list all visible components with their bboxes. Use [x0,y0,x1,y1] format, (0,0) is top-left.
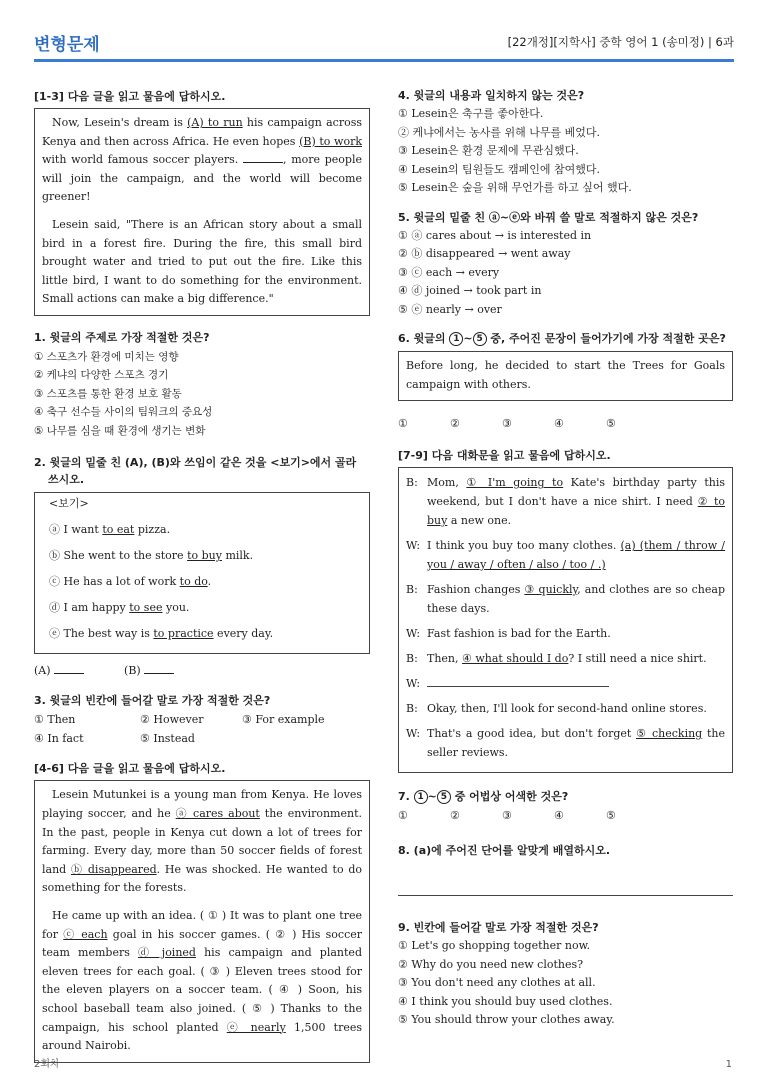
dialog-text: Kate's birthday party this weekend, but I don't have a nice shirt. I need [427,476,725,509]
option[interactable]: ④ In fact [34,732,84,746]
choice-row [398,415,733,433]
question-1 [34,330,370,441]
speaker: W: [406,539,421,553]
q6-head-text: 6. 윗글의 [398,332,450,345]
header-meta: [22개정][지학사] 중학 영어 1 (송미정) | 6과 [507,35,734,49]
underline-a: (a) (them / throw / you / away / often / also / too / .) [427,539,725,572]
passage-text: He came up with an idea. ( ① ) It was to plant one tree for [42,909,362,941]
option[interactable]: ② 케냐에서는 농사를 위해 나무를 베었다. [398,125,600,139]
question-5-head: 5. 윗글의 밑줄 친 ⓐ~ⓔ와 바꿔 쓸 말로 적절하지 않은 것은? [398,210,699,224]
passage-text: , more people will join the campaign, and the world will become greener! [42,153,362,204]
answer-label-a: (A) [34,664,51,678]
given-sentence-box: Before long, he decided to start the Trees for Goals campaign with others. [398,351,733,401]
option[interactable]: ① Lesein은 축구를 좋아한다. [398,107,544,120]
bogi-item [49,517,355,543]
passage-text: with world famous soccer players. [42,153,243,167]
speaker: B: [406,476,418,490]
answer-line[interactable] [398,895,733,896]
bogi-text: milk. [221,549,254,563]
option[interactable]: ③ 스포츠를 통한 환경 보호 활동 [34,387,182,400]
speaker: B: [406,583,418,597]
header-title: 변형문제 [34,35,100,55]
dialog-turn [406,674,725,693]
option[interactable]: ① 스포츠가 환경에 미치는 영향 [34,350,179,363]
choice[interactable]: ② [450,809,460,823]
underline-2: ② to buy [427,495,725,528]
dialog-blank[interactable] [427,676,609,687]
q7-head-text: 중 어법상 어색한 것은? [450,790,569,804]
q6-head-text: ~ [463,332,473,345]
option[interactable]: ③ For example [242,713,325,727]
blank [243,153,283,163]
dialog-turn [406,624,725,643]
section-title-7-9: [7-9] 다음 대화문을 읽고 물음에 답하시오. [398,449,611,463]
answer-blank-b[interactable] [144,673,174,674]
dialog-text: , and clothes are so cheap these days. [427,583,725,616]
passage-text: . He was shocked. He wanted to do something for the forests. [42,862,362,895]
dialog-text: Mom, [427,476,467,490]
dialog-text: Fashion changes [427,583,525,597]
speaker: B: [406,652,418,666]
choice[interactable]: ④ [554,809,564,823]
page-header [34,22,734,62]
option[interactable]: ④ 축구 선수들 사이의 팀워크의 중요성 [34,406,213,419]
choice[interactable]: ③ [502,809,512,823]
choice[interactable]: ③ [502,417,512,431]
passage-2 [34,780,370,1062]
dialog-turn [406,580,725,618]
q6-head-text: 중, 주어진 문장이 들어가기에 가장 적절한 곳은? [486,332,726,345]
speaker: W: [406,677,421,691]
question-5 [398,210,733,320]
dialog-turn [406,473,725,530]
circle-number: 5 [437,790,451,804]
bogi-text: ⓓ I am happy [49,601,130,615]
question-8 [398,843,733,896]
question-1-head: 1. 윗글의 주제로 가장 적절한 것은? [34,330,210,344]
question-6-head [398,331,733,347]
choice-row [398,807,733,825]
underline-a: ⓐ cares about [175,807,260,821]
passage-text: goal in his soccer games. ( ② ) His soccer team members [42,927,363,960]
question-3-head: 3. 윗글의 빈칸에 들어갈 말로 가장 적절한 것은? [34,694,271,708]
answer-blank-a[interactable] [54,673,84,674]
dialog-text: That's a good idea, but don't forget [427,727,637,741]
answer-label-b: (B) [124,664,141,678]
option[interactable]: ① Let's go shopping together now. [398,939,591,953]
choice[interactable]: ② [450,417,460,431]
question-9-head: 9. 빈칸에 들어갈 말로 가장 적절한 것은? [398,921,599,935]
option[interactable]: ⑤ Instead [140,732,195,746]
speaker: W: [406,627,421,641]
bogi-text: ⓒ He has a lot of work [49,575,180,589]
question-2-head: 2. 윗글의 밑줄 친 (A), (B)와 쓰임이 같은 것을 <보기>에서 골라 쓰시오. [34,456,357,487]
option[interactable]: ③ ⓒ each → every [398,265,500,279]
question-3 [34,693,370,748]
page-number: 1 [725,1059,732,1070]
passage-text: the environment. In the past, people in Kenya cut down a lot of trees for farming. Every day, more than 50 soccer fields of forest land [42,807,362,876]
option[interactable]: ⑤ 나무를 심을 때 환경에 생기는 변화 [34,424,206,437]
option[interactable]: ④ I think you should buy used clothes. [398,994,613,1008]
question-7-head [398,789,733,805]
dialog-text: the seller reviews. [427,727,725,760]
dialog-text: Fast fashion is bad for the Earth. [427,627,611,641]
dialog-box [398,467,733,773]
bogi-underline: to do [179,575,208,589]
option[interactable]: ⑤ ⓔ nearly → over [398,302,502,316]
option[interactable]: ④ Lesein의 팀원들도 캠페인에 참여했다. [398,162,601,176]
question-8-head: 8. (a)에 주어진 단어를 알맞게 배열하시오. [398,844,611,858]
option[interactable]: ⑤ Lesein은 숲을 위해 무언가를 하고 싶어 했다. [398,181,632,194]
underline-d: ⓓ joined [138,946,196,960]
question-7 [398,789,733,825]
choice[interactable]: ① [398,417,408,431]
dialog-text: Then, [427,652,463,666]
bogi-underline: to eat [102,523,135,537]
question-6 [398,331,733,433]
dialog-turn [406,699,725,718]
q7-head-text: ~ [427,790,437,804]
option[interactable]: ① Then [34,713,76,727]
option[interactable]: ① ⓐ cares about → is interested in [398,228,592,242]
speaker: W: [406,727,421,741]
answer-row [34,664,370,677]
circle-number: 1 [449,332,463,346]
option[interactable]: ⑤ You should throw your clothes away. [398,1013,615,1027]
underline-b: ⓑ disappeared [70,862,157,876]
section-title-4-6: [4-6] 다음 글을 읽고 물음에 답하시오. [34,762,226,776]
passage-text: 1,500 trees around Nairobi. [42,1020,363,1053]
question-4-head: 4. 윗글의 내용과 일치하지 않는 것은? [398,89,585,102]
option[interactable]: ② However [140,713,204,727]
option[interactable]: ③ You don't need any clothes at all. [398,976,596,990]
question-4 [398,88,733,198]
passage-text: his campaign across Kenya and then across Africa. He even hopes [42,116,362,148]
question-2 [34,454,370,677]
footer-round: 2회차 [34,1059,60,1070]
passage-text: Lesein Mutunkei is a young man from Kenya. He loves playing soccer, and he [42,788,362,821]
choice[interactable]: ⑤ [606,417,616,431]
right-column [398,88,733,1030]
underline-1: ① I'm going to [466,476,564,490]
question-9 [398,920,733,1030]
choice[interactable]: ④ [554,417,564,431]
q7-head-text: 7. [398,790,414,804]
option[interactable]: ② 케냐의 다양한 스포츠 경기 [34,369,169,382]
bogi-box [34,492,370,654]
passage-text: Now, Lesein's dream is [52,116,188,129]
bogi-text: ⓐ I want [49,523,103,537]
bogi-text: . [207,575,212,589]
dialog-turn [406,536,725,574]
dialog-turn [406,649,725,668]
option[interactable]: ③ Lesein은 환경 문제에 무관심했다. [398,144,579,157]
dialog-turn [406,724,725,762]
bogi-label: <보기> [49,497,89,511]
underline-5: ⑤ checking [636,727,703,741]
bogi-text: ⓔ The best way is [49,627,154,641]
bogi-item [49,569,355,595]
underline-3: ③ quickly [524,583,578,597]
option[interactable]: ② Why do you need new clothes? [398,957,584,971]
dialog-text: I think you buy too many clothes. [427,539,621,553]
option[interactable]: ② ⓑ disappeared → went away [398,247,571,260]
bogi-text: pizza. [134,523,171,537]
underline-c: ⓒ each [63,927,108,941]
dialog-text: a new one. [447,514,512,528]
circle-number: 5 [473,332,487,346]
dialog-text: ? I still need a nice shirt. [568,652,707,666]
circle-number: 1 [414,790,428,804]
passage-text: his campaign and planted eleven trees for each goal. ( ③ ) Eleven trees stood for the eleven players on a soccer team. ( ④ ) Soon, his school baseball team also joined. ( ⑤ ) Thanks to the campaign, his school planted [42,946,362,1034]
option[interactable]: ④ ⓓ joined → took part in [398,284,542,297]
passage-paragraph: Lesein said, "There is an African story about a small bird in a forest fire. During the fire, this small bird brought water and tried to put out the fire. Like this little bird, I want to do something for the environment. Small actions can make a big difference." [42,217,362,306]
bogi-item [49,595,355,621]
left-column [34,88,370,1063]
underline-b: (B) to work [299,134,362,148]
underline-4: ④ what should I do [462,652,569,666]
dialog-text: Okay, then, I'll look for second-hand online stores. [427,702,707,716]
bogi-underline: to see [129,601,163,615]
section-title-1-3: [1-3] 다음 글을 읽고 물음에 답하시오. [34,90,226,103]
bogi-text: every day. [213,627,274,641]
bogi-text: you. [162,601,190,615]
choice[interactable]: ① [398,809,408,823]
speaker: B: [406,702,418,716]
passage-1 [34,108,370,316]
bogi-underline: to buy [187,549,222,563]
bogi-text: ⓑ She went to the store [49,549,188,563]
underline-a: (A) to run [187,116,243,129]
bogi-item [49,621,355,647]
bogi-underline: to practice [153,627,214,641]
underline-e: ⓔ nearly [226,1020,286,1034]
bogi-item [49,543,355,569]
choice[interactable]: ⑤ [606,809,616,823]
